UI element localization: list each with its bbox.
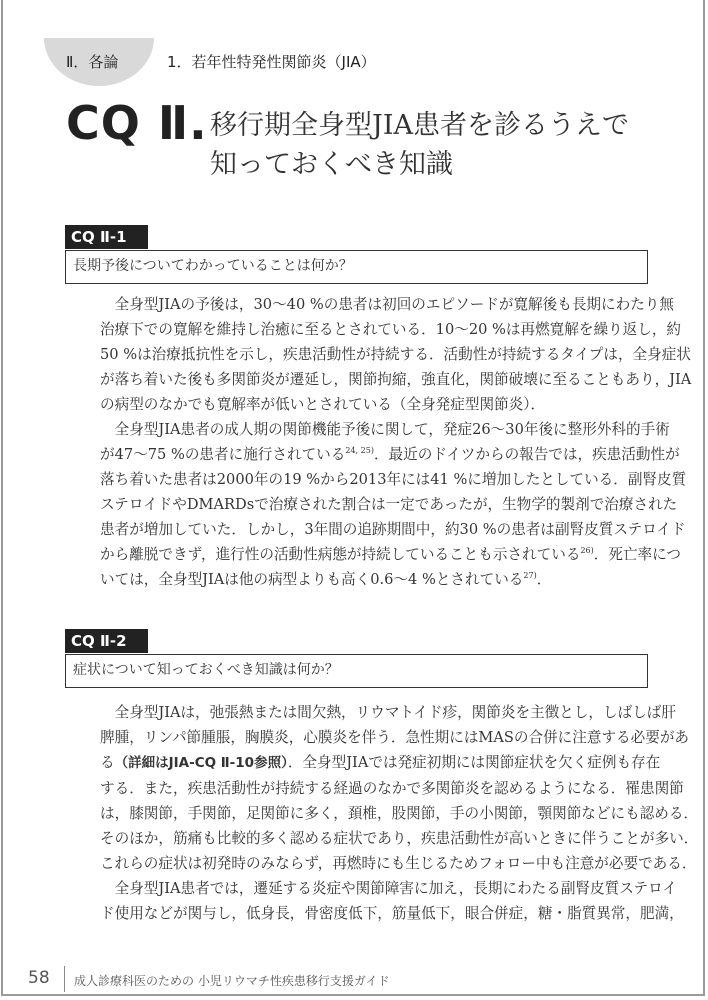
text: 全身型JIAの予後は，30～40 %の患者は初回のエピソードが寛解後も長期にわたり無: [114, 296, 674, 313]
text: いては，全身型JIAは他の病型よりも高く0.6～4 %とされている: [100, 571, 524, 588]
text: 全身型JIA患者の成人期の関節機能予後に関して，発症26～30年後に整形外科的手術: [114, 421, 670, 438]
text: ．全身型JIAでは発症初期には関節症状を欠く症例も存在: [287, 754, 661, 771]
text: ステロイドやDMARDsで治療された割合は一定であったが，生物学的製剤で治療された: [100, 496, 678, 513]
section-1-question: 長期予後についてわかっていることは何か？: [65, 250, 648, 284]
body-line: [100, 317, 682, 342]
page-number: 58: [28, 968, 50, 988]
text: ．: [536, 571, 552, 588]
text: 全身型JIA患者では，遷延する炎症や関節障害に加え，長期にわたる副腎皮質ステロイ: [114, 880, 677, 897]
text: 全身型JIAは，弛張熱または間欠熱，リウマトイド疹，関節炎を主徴とし，しばしば肝: [114, 704, 676, 721]
cross-reference: （詳細はJIA-CQ Ⅱ-10参照）: [114, 755, 288, 771]
body-line: [100, 542, 682, 567]
body-line: [100, 700, 676, 725]
body-line: [100, 901, 684, 926]
text: これらの症状は初発時のみならず，再燃時にも生じるためフォロー中も注意が必要である．: [100, 855, 697, 872]
cq-number: CQ Ⅱ.: [66, 96, 208, 150]
body-line: [100, 725, 690, 750]
body-line: [100, 517, 686, 542]
text: は，膝関節，手関節，足関節に多く，頚椎，股関節，手の小関節，顎関節などにも認める．: [100, 805, 699, 822]
title-line-2: 知っておくべき知識: [210, 149, 453, 180]
body-line: [100, 826, 699, 851]
text: する．また，疾患活動性が持続する経過のなかで多関節炎を認めるようになる．罹患関節: [100, 780, 684, 797]
text: から離脱できず，進行性の活動性病態が持続していることも示されている: [100, 546, 581, 563]
text: が47～75 %の患者に施行されている: [100, 446, 346, 463]
body-line: [100, 417, 670, 442]
body-line: [100, 292, 674, 317]
body-line: [100, 876, 677, 901]
chapter-title: 1．若年性特発性関節炎（JIA）: [167, 53, 376, 71]
section-1-body: [100, 292, 692, 592]
body-line: [100, 367, 692, 392]
text: 落ち着いた患者は2000年の19 %から2013年には41 %に増加したとしている．副腎皮質: [100, 471, 687, 488]
footer-divider: [64, 966, 65, 992]
text: ド使用などが関与し，低身長，骨密度低下，筋量低下，眼合併症，糖・脂質異常，肥満，: [100, 905, 684, 922]
body-line: [100, 776, 684, 801]
body-line: [100, 392, 646, 417]
text: 脾腫，リンパ節腫脹，胸膜炎，心膜炎を伴う．急性期にはMASの合併に注意する必要があ: [100, 729, 690, 746]
text: ．死亡率につ: [593, 546, 682, 563]
body-line: [100, 851, 697, 876]
body-line: [100, 567, 646, 592]
section-2-label: CQ Ⅱ-2: [65, 629, 148, 653]
text: 治療下での寛解を維持し治癒に至るとされている．10～20 %は再燃寛解を繰り返し，約: [100, 321, 682, 338]
text: る: [100, 754, 115, 771]
body-line: [100, 442, 680, 467]
citation: 27): [523, 571, 537, 580]
text: 50 %は治療抵抗性を示し，疾患活動性が持続する．活動性が持続するタイプは，全身症状: [100, 346, 691, 363]
section-1-label: CQ Ⅱ-1: [65, 225, 148, 249]
text: そのほか，筋痛も比較的多く認める症状であり，疾患活動性が高いときに伴うことが多い．: [100, 830, 699, 847]
text: ．最近のドイツからの報告では，疾患活動性が: [373, 446, 680, 463]
body-line: [100, 801, 699, 826]
body-line: [100, 750, 661, 776]
citation: 24, 25): [345, 446, 374, 455]
body-line: [100, 467, 687, 492]
text: の病型のなかでも寛解率が低いとされている（全身発症型関節炎）．: [100, 396, 546, 413]
text: が落ち着いた後も多関節炎が遷延し，関節拘縮，強直化，関節破壊に至ることもあり，JIA: [100, 371, 692, 388]
page-title: [210, 106, 629, 184]
body-line: [100, 342, 691, 367]
section-2-body: [100, 700, 699, 926]
part-label: Ⅱ．各論: [66, 53, 119, 71]
section-2-question: 症状について知っておくべき知識は何か？: [65, 654, 648, 688]
book-title: 成人診療科医のための 小児リウマチ性疾患移行支援ガイド: [74, 974, 390, 988]
citation: 26): [580, 546, 594, 555]
title-line-1: 移行期全身型JIA患者を診るうえで: [210, 110, 629, 141]
body-line: [100, 492, 678, 517]
text: 患者が増加していた．しかし，3年間の追跡期間中，約30 %の患者は副腎皮質ステロイド: [100, 521, 686, 538]
